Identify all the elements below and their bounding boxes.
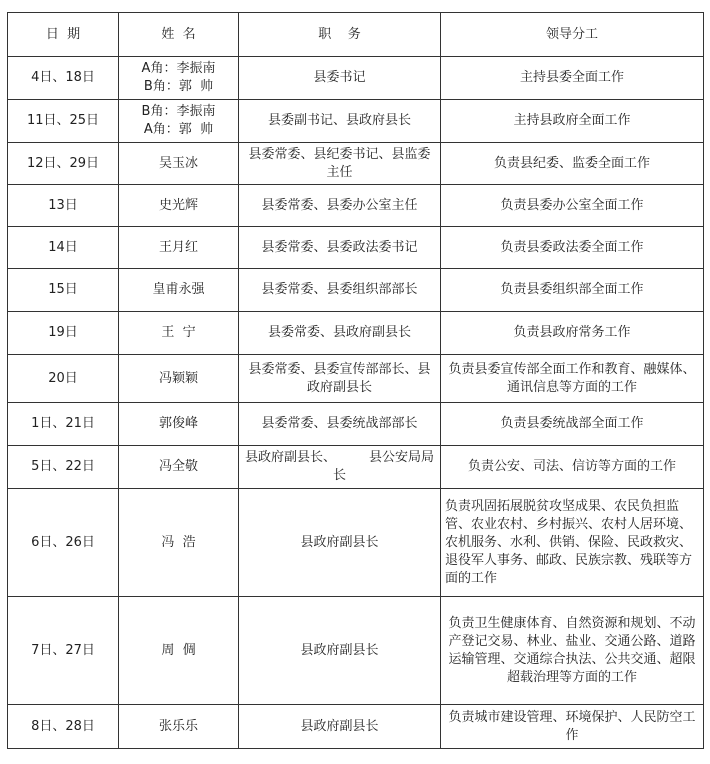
name-line: A角：李振南 bbox=[141, 61, 216, 76]
table-row bbox=[8, 705, 704, 749]
name-line: A角：郭 帅 bbox=[143, 122, 214, 137]
cell-name: 皇甫永强 bbox=[119, 269, 239, 312]
table-row bbox=[8, 227, 704, 269]
cell-duty: 负责县委政法委全面工作 bbox=[441, 227, 704, 269]
cell-position: 县委常委、县委办公室主任 bbox=[239, 185, 441, 227]
cell-date: 13日 bbox=[8, 185, 119, 227]
table-row bbox=[8, 597, 704, 705]
name-line: B角：郭 帅 bbox=[143, 79, 214, 94]
cell-name: 冯 浩 bbox=[119, 489, 239, 597]
cell-position: 县委常委、县政府副县长 bbox=[239, 312, 441, 355]
cell-date: 7日、27日 bbox=[8, 597, 119, 705]
cell-name: 张乐乐 bbox=[119, 705, 239, 749]
cell-name bbox=[119, 57, 239, 100]
cell-duty: 负责卫生健康体育、自然资源和规划、不动产登记交易、林业、盐业、交通公路、道路运输管理、交通综合执法、公共交通、超限超载治理等方面的工作 bbox=[441, 597, 704, 705]
table-row bbox=[8, 489, 704, 597]
cell-position: 县政府副县长、 县公安局局长 bbox=[239, 446, 441, 489]
duty-table-container bbox=[7, 12, 704, 749]
table-row bbox=[8, 446, 704, 489]
table-row bbox=[8, 100, 704, 143]
cell-date: 8日、28日 bbox=[8, 705, 119, 749]
cell-position: 县政府副县长 bbox=[239, 489, 441, 597]
header-date: 日 期 bbox=[8, 13, 119, 57]
cell-duty: 负责县政府常务工作 bbox=[441, 312, 704, 355]
table-row bbox=[8, 355, 704, 403]
cell-duty: 负责县纪委、监委全面工作 bbox=[441, 143, 704, 185]
cell-name: 冯全敬 bbox=[119, 446, 239, 489]
table-row bbox=[8, 269, 704, 312]
cell-position: 县委常委、县委宣传部部长、县政府副县长 bbox=[239, 355, 441, 403]
cell-date: 6日、26日 bbox=[8, 489, 119, 597]
cell-name: 史光辉 bbox=[119, 185, 239, 227]
cell-date: 11日、25日 bbox=[8, 100, 119, 143]
cell-duty: 负责县委统战部全面工作 bbox=[441, 403, 704, 446]
cell-date: 20日 bbox=[8, 355, 119, 403]
name-line: B角：李振南 bbox=[141, 104, 216, 119]
header-position: 职 务 bbox=[239, 13, 441, 57]
cell-name: 冯颖颖 bbox=[119, 355, 239, 403]
cell-date: 15日 bbox=[8, 269, 119, 312]
table-row bbox=[8, 312, 704, 355]
cell-position: 县委常委、县纪委书记、县监委主任 bbox=[239, 143, 441, 185]
cell-date: 4日、18日 bbox=[8, 57, 119, 100]
cell-name: 郭俊峰 bbox=[119, 403, 239, 446]
header-duty: 领导分工 bbox=[441, 13, 704, 57]
cell-duty: 负责县委办公室全面工作 bbox=[441, 185, 704, 227]
cell-position: 县委常委、县委组织部部长 bbox=[239, 269, 441, 312]
cell-position: 县政府副县长 bbox=[239, 705, 441, 749]
cell-name: 吴玉冰 bbox=[119, 143, 239, 185]
cell-name: 周 倜 bbox=[119, 597, 239, 705]
header-name: 姓 名 bbox=[119, 13, 239, 57]
cell-name: 王月红 bbox=[119, 227, 239, 269]
table-row bbox=[8, 143, 704, 185]
table-row bbox=[8, 185, 704, 227]
cell-position: 县委常委、县委统战部部长 bbox=[239, 403, 441, 446]
cell-duty: 主持县委全面工作 bbox=[441, 57, 704, 100]
duty-schedule-table bbox=[7, 12, 704, 749]
cell-duty: 负责巩固拓展脱贫攻坚成果、农民负担监管、农业农村、乡村振兴、农村人居环境、农机服务、水利、供销、保险、民政救灾、退役军人事务、邮政、民族宗教、残联等方面的工作 bbox=[441, 489, 704, 597]
cell-name: 王 宁 bbox=[119, 312, 239, 355]
cell-name bbox=[119, 100, 239, 143]
cell-date: 14日 bbox=[8, 227, 119, 269]
table-header-row bbox=[8, 13, 704, 57]
cell-position: 县委常委、县委政法委书记 bbox=[239, 227, 441, 269]
cell-position: 县委书记 bbox=[239, 57, 441, 100]
cell-date: 5日、22日 bbox=[8, 446, 119, 489]
cell-date: 12日、29日 bbox=[8, 143, 119, 185]
cell-date: 1日、21日 bbox=[8, 403, 119, 446]
cell-duty: 负责公安、司法、信访等方面的工作 bbox=[441, 446, 704, 489]
table-row bbox=[8, 57, 704, 100]
table-row bbox=[8, 403, 704, 446]
cell-duty: 负责县委宣传部全面工作和教育、融媒体、通讯信息等方面的工作 bbox=[441, 355, 704, 403]
cell-duty: 负责县委组织部全面工作 bbox=[441, 269, 704, 312]
cell-position: 县委副书记、县政府县长 bbox=[239, 100, 441, 143]
cell-position: 县政府副县长 bbox=[239, 597, 441, 705]
cell-duty: 负责城市建设管理、环境保护、人民防空工作 bbox=[441, 705, 704, 749]
cell-duty: 主持县政府全面工作 bbox=[441, 100, 704, 143]
cell-date: 19日 bbox=[8, 312, 119, 355]
